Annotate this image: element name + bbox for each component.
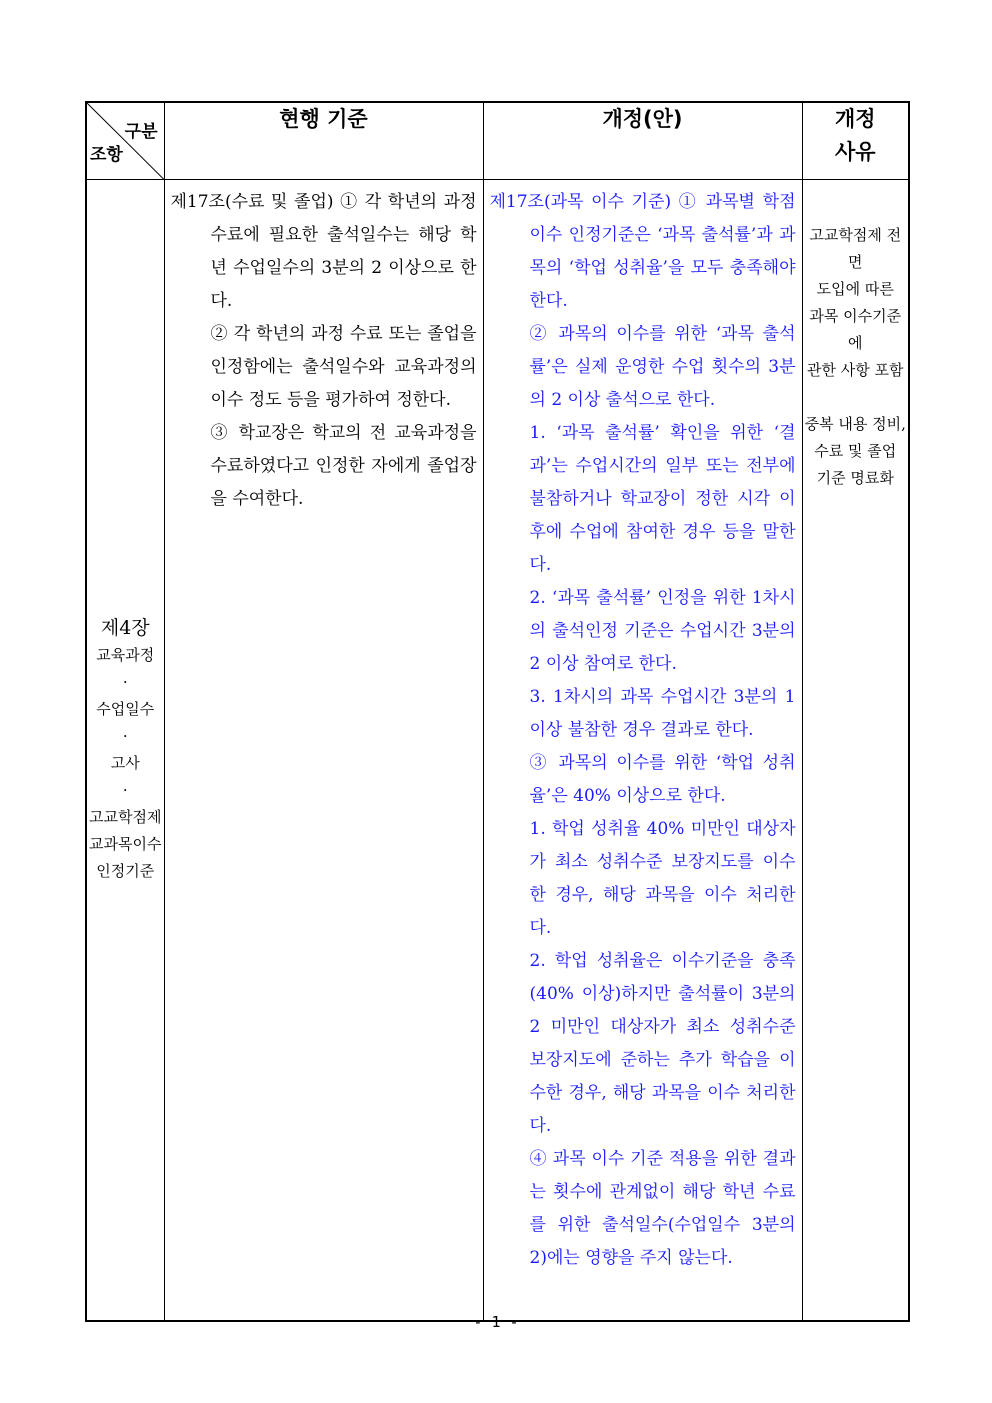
header-current: 현행 기준 <box>164 102 483 180</box>
header-row <box>86 102 909 180</box>
revised-clause: ③ 과목의 이수를 위한 ‘학업 성취율’은 40% 이상으로 한다. <box>529 753 796 806</box>
reason-line: 중복 내용 정비, <box>804 415 906 433</box>
revised-text-cell <box>483 180 802 1322</box>
chapter-title: 제4장 <box>100 617 150 639</box>
chapter-line: 인정기준 <box>96 862 155 880</box>
diagonal-header-cell <box>86 102 164 180</box>
reason-line: 고교학점제 전면 <box>809 226 902 271</box>
current-clause: ③ 학교장은 학교의 전 교육과정을 수료하였다고 인정한 자에게 졸업장을 수여한다. <box>210 423 477 509</box>
revised-item: 1. ‘과목 출석률’ 확인을 위한 ‘결과’는 수업시간의 일부 또는 전부에 불참하거나 학교장이 정한 시각 이후에 수업에 참여한 경우 등을 말한다. <box>529 423 796 575</box>
revised-article: 제17조(과목 이수 기준) ① 과목별 학점 이수 인정기준은 ‘과목 출석률’과 과목의 ‘학업 성취율’을 모두 충족해야 한다. <box>489 192 796 311</box>
chapter-cell <box>86 180 164 1322</box>
chapter-line: · <box>122 727 128 745</box>
header-reason <box>802 102 909 180</box>
revised-item: 1. 학업 성취율 40% 미만인 대상자가 최소 성취수준 보장지도를 이수한 경우, 해당 과목을 이수 처리한다. <box>529 819 796 938</box>
chapter-line: 교과목이수 <box>89 835 162 853</box>
chapter-line: 수업일수 <box>96 700 155 718</box>
reason-line: 도입에 따른 <box>816 280 894 298</box>
page-number: - 1 - <box>473 1313 519 1331</box>
revised-clause: ② 과목의 이수를 위한 ‘과목 출석률’은 실제 운영한 수업 횟수의 3분의 2 이상 출석으로 한다. <box>529 324 796 410</box>
reason-line: 과목 이수기준에 <box>809 307 902 352</box>
reason-spacer <box>803 384 909 411</box>
chapter-line: 고사 <box>110 754 140 772</box>
chapter-line: 고교학점제 <box>89 808 162 826</box>
revised-item: 2. 학업 성취율은 이수기준을 충족(40% 이상)하지만 출석률이 3분의 2 미만인 대상자가 최소 성취수준 보장지도에 준하는 추가 학습을 이수한 경우, 해당 과목을 이수 처리한다. <box>529 951 796 1136</box>
current-text-cell <box>164 180 483 1322</box>
reason-cell <box>802 180 909 1322</box>
current-clause: ② 각 학년의 과정 수료 또는 졸업을 인정함에는 출석일수와 교육과정의 이수 정도 등을 평가하여 정한다. <box>210 324 477 410</box>
header-reason-line2: 사유 <box>834 140 876 164</box>
revised-item: 3. 1차시의 과목 수업시간 3분의 1 이상 불참한 경우 결과로 한다. <box>529 687 796 740</box>
header-reason-line1: 개정 <box>834 107 876 131</box>
reason-line: 기준 명료화 <box>816 469 894 487</box>
header-revised: 개정(안) <box>483 102 802 180</box>
current-article: 제17조(수료 및 졸업) ① 각 학년의 과정 수료에 필요한 출석일수는 해당 학년 수업일수의 3분의 2 이상으로 한다. <box>170 192 477 311</box>
chapter-line: · <box>122 781 128 799</box>
revision-table <box>85 101 910 1322</box>
reason-line: 관한 사항 포함 <box>807 361 904 379</box>
revised-item: 2. ‘과목 출석률’ 인정을 위한 1차시의 출석인정 기준은 수업시간 3분의 2 이상 참여로 한다. <box>529 588 796 674</box>
chapter-line: 교육과정 <box>96 646 155 664</box>
body-row <box>86 180 909 1322</box>
reason-line: 수료 및 졸업 <box>814 442 897 460</box>
chapter-line: · <box>122 673 128 691</box>
header-gubun: 구분 <box>124 122 158 142</box>
revised-clause: ④ 과목 이수 기준 적용을 위한 결과는 횟수에 관계없이 해당 학년 수료를 위한 출석일수(수업일수 3분의 2)에는 영향을 주지 않는다. <box>529 1149 796 1268</box>
header-johang: 조항 <box>90 145 123 165</box>
